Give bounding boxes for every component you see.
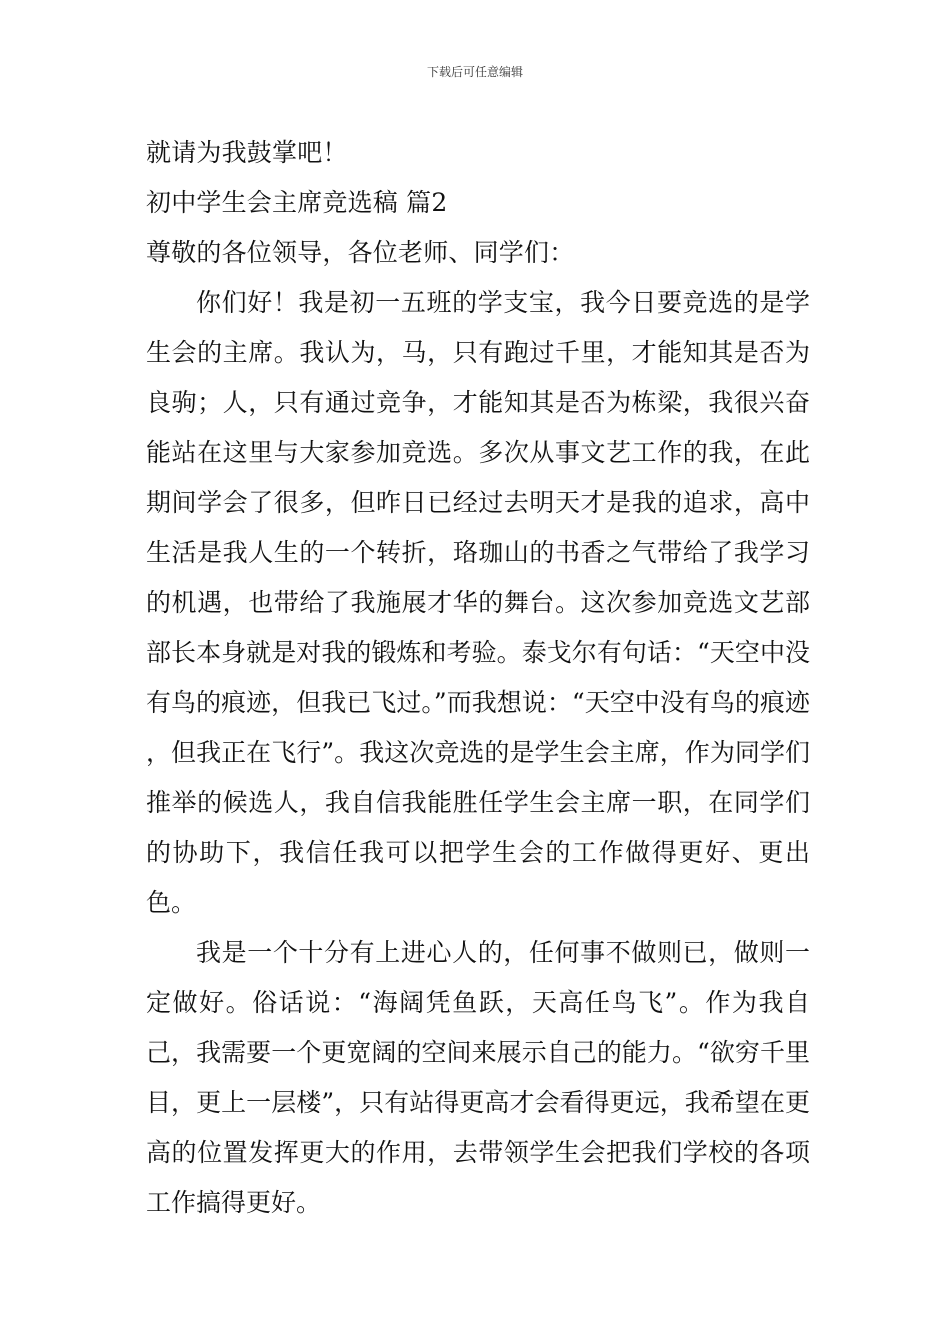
paragraph-1: 你们好！我是初一五班的学支宝，我今日要竞选的是学生会的主席。我认为，马，只有跑过千里，才能知其是否为良驹；人，只有通过竞争，才能知其是否为栋梁，我很兴奋能站在这里与大家参加竞选。多次从事文艺工作的我，在此期间学会了很多，但昨日已经过去明天才是我的追求，高中生活是我人生的一个转折，珞珈山的书香之气带给了我学习的机遇，也带给了我施展才华的舞台。这次参加竞选文艺部部长本身就是对我的锻炼和考验。泰戈尔有句话：“天空中没有鸟的痕迹，但我已飞过。”而我想说：“天空中没有鸟的痕迹 ，但我正在飞行”。我这次竞选的是学生会主席，作为同学们推举的候选人，我自信我能胜任学生会主席一职，在同学们的协助下，我信任我可以把学生会的工作做得更好、更出色。 [146,288,810,917]
greeting-line: 尊敬的各位领导，各位老师、同学们： [146,238,575,267]
page-header: 下载后可任意编辑 [426,65,523,79]
paragraph-2: 我是一个十分有上进心人的，任何事不做则已，做则一定做好。俗话说：“海阔凭鱼跃，天高任鸟飞”。作为我自己，我需要一个更宽阔的空间来展示自己的能力。“欲穷千里目，更上一层楼”，只有站得更高才会看得更远，我希望在更高的位置发挥更大的作用，去带领学生会把我们学校的各项工作搞得更好。 [146,938,810,1217]
closing-line: 就请为我鼓掌吧！ [146,138,348,167]
section-title: 初中学生会主席竞选稿 篇2 [146,188,448,217]
document-body [146,128,810,1228]
